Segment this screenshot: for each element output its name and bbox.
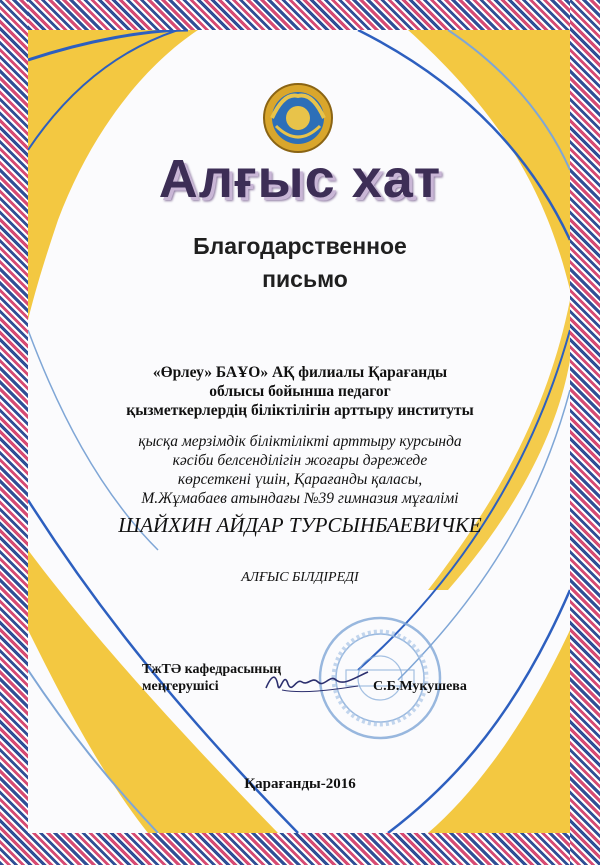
organization-line: облысы бойынша педагог [209,383,391,400]
thanks-statement: АЛҒЫС БІЛДІРЕДІ [241,570,359,585]
ornament-border-bottom [0,833,600,865]
certificate-title: Алғыс хат [158,149,442,209]
city-year-footer: Қарағанды-2016 [244,776,356,792]
state-emblem-icon [262,82,334,154]
signatory-name: С.Б.Мукушева [373,679,467,694]
organization-line: қызметкерлердің біліктілігін арттыру институты [126,402,474,419]
reason-line: қысқа мерзімдік біліктілікті арттыру курсында [138,433,462,450]
recipient-name: ШАЙХИН АЙДАР ТУРСЫНБАЕВИЧКЕ [118,513,482,537]
reason-line: көрсеткені үшін, Қарағанды қаласы, [177,471,423,488]
ornament-border-top [0,0,600,30]
signatory-role-line1: ТжТӘ кафедрасының [142,662,282,677]
reason-line: М.Жұмабаев атындағы №39 гимназия мұғалімі [141,490,459,507]
organization-line: «Өрлеу» БАҰО» АҚ филиалы Қарағанды [152,364,448,381]
handwritten-signature-icon [262,660,372,700]
signatory-role-line2: меңгерушісі [142,679,219,694]
certificate-subtitle-line2: письмо [262,266,348,292]
reason-line: кәсіби белсенділігін жоғары дәрежеде [172,452,428,469]
certificate-subtitle-line1: Благодарственное [193,233,407,259]
